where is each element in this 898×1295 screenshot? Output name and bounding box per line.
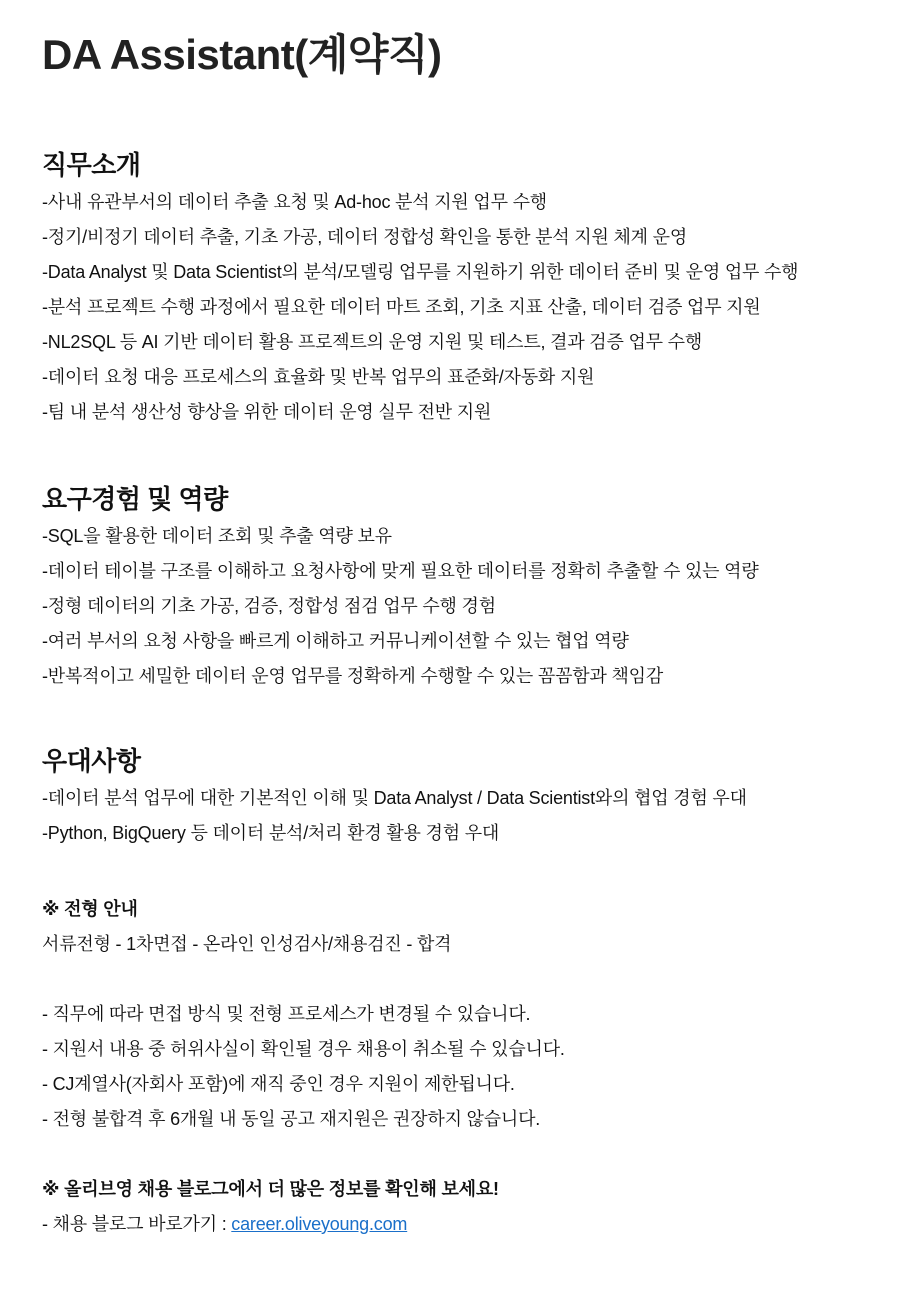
preferred-item: -데이터 분석 업무에 대한 기본적인 이해 및 Data Analyst / Data Scientist와의 협업 경험 우대 <box>42 788 747 808</box>
page-title: DA Assistant(계약직) <box>42 31 442 78</box>
requirement-item: -데이터 테이블 구조를 이해하고 요청사항에 맞게 필요한 데이터를 정확히 추출할 수 있는 역량 <box>42 561 759 581</box>
process-note: - 전형 불합격 후 6개월 내 동일 공고 재지원은 권장하지 않습니다. <box>42 1109 541 1129</box>
job-intro-item: -사내 유관부서의 데이터 추출 요청 및 Ad-hoc 분석 지원 업무 수행 <box>42 192 547 212</box>
preferred-section <box>42 741 888 851</box>
blog-section <box>42 1172 888 1242</box>
job-intro-section <box>42 145 888 430</box>
process-heading: ※ 전형 안내 <box>42 899 138 919</box>
requirement-item: -정형 데이터의 기초 가공, 검증, 정합성 점검 업무 수행 경험 <box>42 596 496 616</box>
requirement-item: -여러 부서의 요청 사항을 빠르게 이해하고 커뮤니케이션할 수 있는 협업 역량 <box>42 631 629 651</box>
blog-heading: ※ 올리브영 채용 블로그에서 더 많은 정보를 확인해 보세요! <box>42 1179 499 1199</box>
career-blog-link[interactable]: career.oliveyoung.com <box>231 1214 408 1234</box>
blog-link-prefix: - 채용 블로그 바로가기 : <box>42 1214 232 1234</box>
process-note: - 지원서 내용 중 허위사실이 확인될 경우 채용이 취소될 수 있습니다. <box>42 1039 565 1059</box>
job-intro-item: -데이터 요청 대응 프로세스의 효율화 및 반복 업무의 표준화/자동화 지원 <box>42 367 595 387</box>
requirement-item: -반복적이고 세밀한 데이터 운영 업무를 정확하게 수행할 수 있는 꼼꼼함과 책임감 <box>42 666 664 686</box>
requirements-heading: 요구경험 및 역량 <box>42 484 228 514</box>
job-intro-item: -분석 프로젝트 수행 과정에서 필요한 데이터 마트 조회, 기초 지표 산출, 데이터 검증 업무 지원 <box>42 297 761 317</box>
preferred-heading: 우대사항 <box>42 746 141 776</box>
process-note: - 직무에 따라 면접 방식 및 전형 프로세스가 변경될 수 있습니다. <box>42 1004 531 1024</box>
process-section <box>42 892 888 962</box>
job-intro-heading: 직무소개 <box>42 150 141 180</box>
job-intro-item: -팀 내 분석 생산성 향상을 위한 데이터 운영 실무 전반 지원 <box>42 402 492 422</box>
requirement-item: -SQL을 활용한 데이터 조회 및 추출 역량 보유 <box>42 526 392 546</box>
job-intro-item: -Data Analyst 및 Data Scientist의 분석/모델링 업무를 지원하기 위한 데이터 준비 및 운영 업무 수행 <box>42 262 799 282</box>
process-steps: 서류전형 - 1차면접 - 온라인 인성검사/채용검진 - 합격 <box>42 934 452 954</box>
preferred-item: -Python, BigQuery 등 데이터 분석/처리 환경 활용 경험 우대 <box>42 823 500 843</box>
blog-link-line <box>42 1207 888 1242</box>
process-note: - CJ계열사(자회사 포함)에 재직 중인 경우 지원이 제한됩니다. <box>42 1074 515 1094</box>
job-intro-item: -NL2SQL 등 AI 기반 데이터 활용 프로젝트의 운영 지원 및 테스트, 결과 검증 업무 수행 <box>42 332 703 352</box>
requirements-section <box>42 479 888 694</box>
process-notes <box>42 997 888 1137</box>
job-intro-item: -정기/비정기 데이터 추출, 기초 가공, 데이터 정합성 확인을 통한 분석 지원 체계 운영 <box>42 227 688 247</box>
